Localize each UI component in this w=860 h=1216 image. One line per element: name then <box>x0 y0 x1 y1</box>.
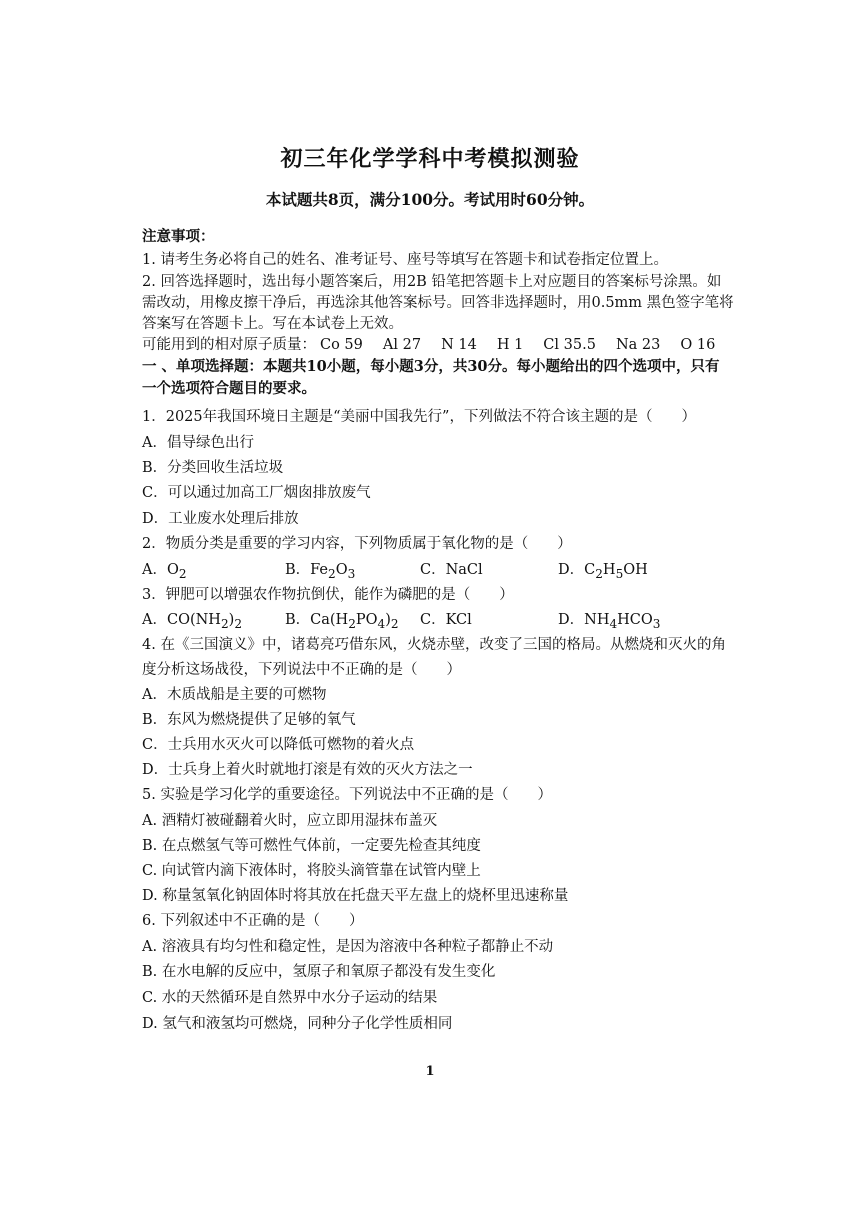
question-4-option-b: B．东风为燃烧提供了足够的氧气 <box>142 712 356 728</box>
atomic-mass: Al 27 <box>382 337 422 353</box>
notice-item-2-line-2: 需改动，用橡皮擦干净后，再选涂其他答案标号。回答非选择题时，用0.5mm 黑色签字笔将 <box>142 295 734 311</box>
notice-item-2-line-1: 2. 回答选择题时，选出每小题答案后，用2B 铅笔把答题卡上对应题目的答案标号涂黑。如 <box>142 274 722 290</box>
question-4-stem-line-1: 4. 在《三国演义》中，诸葛亮巧借东风，火烧赤壁，改变了三国的格局。从燃烧和灭火的角 <box>142 637 726 653</box>
page-subtitle: 本试题共8页，满分100分。考试用时60分钟。 <box>265 190 595 209</box>
question-2-option-d: D．$C_2H_5OH$ <box>558 562 648 581</box>
page-number: 1 <box>425 1064 435 1079</box>
atomic-mass: Na 23 <box>615 337 661 353</box>
atomic-masses <box>142 336 715 354</box>
question-5-option-c: C. 向试管内滴下液体时，将胶头滴管靠在试管内壁上 <box>142 863 481 879</box>
question-2-option-c: C．NaCl <box>420 562 483 578</box>
question-2-option-b: B．$Fe_2O_3$ <box>285 562 356 581</box>
page-title: 初三年化学学科中考模拟测验 <box>280 146 580 172</box>
atomic-mass: N 14 <box>441 337 477 353</box>
question-4-stem-line-2: 度分析这场战役，下列说法中不正确的是（ ） <box>142 662 461 678</box>
question-5-option-b: B. 在点燃氢气等可燃性气体前，一定要先检查其纯度 <box>142 838 481 854</box>
question-6-option-c: C. 水的天然循环是自然界中水分子运动的结果 <box>142 990 438 1006</box>
question-4-option-a: A．木质战船是主要的可燃物 <box>142 687 327 703</box>
question-2-option-a: A．$O_2$ <box>142 562 187 581</box>
question-6-stem: 6. 下列叙述中不正确的是（ ） <box>142 913 364 929</box>
question-1-option-a: A．倡导绿色出行 <box>142 435 254 451</box>
question-6-option-b: B. 在水电解的反应中，氢原子和氧原子都没有发生变化 <box>142 964 496 980</box>
atomic-mass: H 1 <box>496 337 524 353</box>
atomic-mass: O 16 <box>680 337 716 353</box>
section-1-heading-line-2: 一个选项符合题目的要求。 <box>142 380 316 397</box>
question-5-option-d: D. 称量氢氧化钠固体时将其放在托盘天平左盘上的烧杯里迅速称量 <box>142 888 569 904</box>
question-3-stem: 3．钾肥可以增强农作物抗倒伏，能作为磷肥的是（ ） <box>142 587 514 603</box>
question-4-option-c: C．士兵用水灭火可以降低可燃物的着火点 <box>142 737 415 753</box>
question-6-option-d: D. 氢气和液氢均可燃烧，同种分子化学性质相同 <box>142 1016 453 1032</box>
question-1-option-c: C．可以通过加高工厂烟囱排放废气 <box>142 485 371 501</box>
atomic-mass: Cl 35.5 <box>543 337 596 353</box>
question-3-option-c: C．KCl <box>420 612 472 628</box>
notice-item-2-line-3: 答案写在答题卡上。写在本试卷上无效。 <box>142 316 403 332</box>
question-1-option-d: D．工业废水处理后排放 <box>142 511 299 527</box>
question-1-stem: 1．2025年我国环境日主题是“美丽中国我先行”，下列做法不符合该主题的是（ ） <box>142 409 696 425</box>
notice-item-1: 1. 请考生务必将自己的姓名、准考证号、座号等填写在答题卡和试卷指定位置上。 <box>142 252 668 268</box>
question-4-option-d: D．士兵身上着火时就地打滚是有效的灭火方法之一 <box>142 762 473 778</box>
atomic-mass: Co 59 <box>320 337 363 353</box>
question-5-stem: 5. 实验是学习化学的重要途径。下列说法中不正确的是（ ） <box>142 787 552 803</box>
question-3-option-a: A．$CO(NH_2)_2$ <box>142 612 242 631</box>
question-3-option-b: B．$Ca(H_2PO_4)_2$ <box>285 612 399 631</box>
notice-heading: 注意事项： <box>142 228 215 245</box>
question-3-option-d: D．$NH_4HCO_3$ <box>558 612 661 631</box>
question-5-option-a: A. 酒精灯被碰翻着火时，应立即用湿抹布盖灭 <box>142 813 438 829</box>
section-1-heading-line-1: 一 、单项选择题：本题共10小题，每小题3分，共30分。每小题给出的四个选项中，只有 <box>142 358 720 375</box>
question-6-option-a: A. 溶液具有均匀性和稳定性，是因为溶液中各种粒子都静止不动 <box>142 939 554 955</box>
question-2-stem: 2．物质分类是重要的学习内容，下列物质属于氧化物的是（ ） <box>142 536 572 552</box>
atomic-masses-label: 可能用到的相对原子质量： <box>142 337 316 353</box>
question-1-option-b: B．分类回收生活垃圾 <box>142 460 284 476</box>
